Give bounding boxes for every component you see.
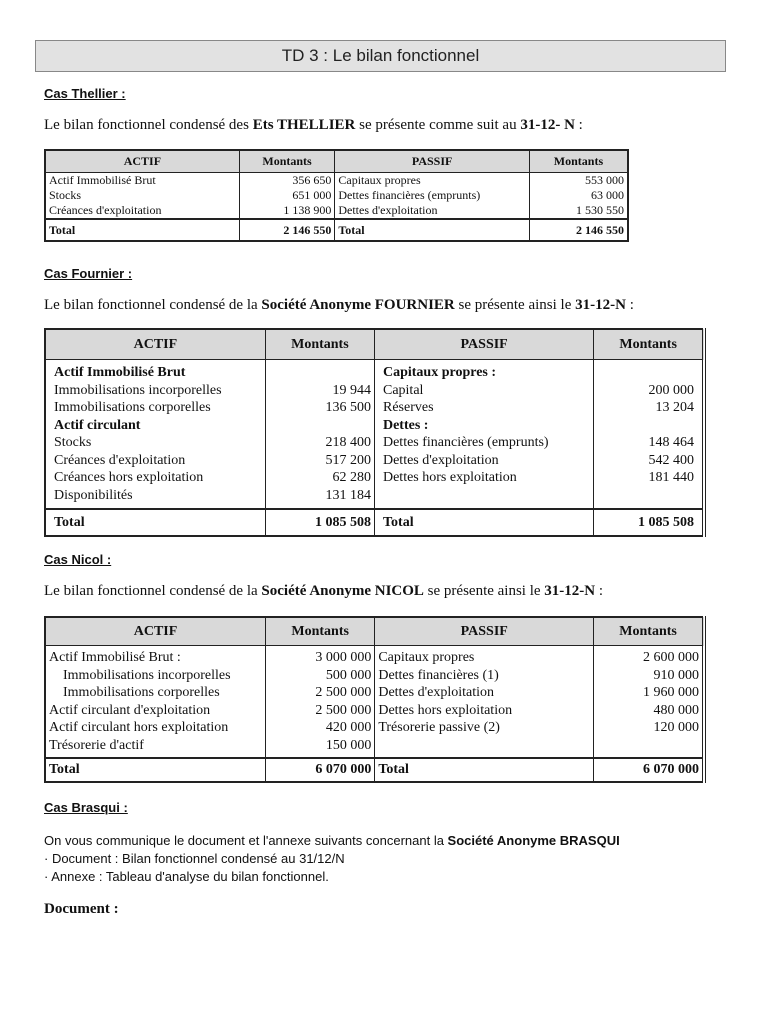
bullet-annexe: · Annexe : Tableau d'analyse du bilan fonctionnel. [44, 869, 329, 884]
line-label: Dettes hors exploitation [378, 702, 513, 718]
body-row [45, 173, 628, 220]
passif-values [594, 646, 704, 758]
intro-thellier [44, 117, 583, 134]
passif-values [594, 360, 704, 510]
line-value: 3 000 000 [315, 650, 372, 665]
header-montants: Montants [594, 617, 704, 646]
balance-date: 31-12-N [544, 583, 596, 599]
line-label: Dettes financières (emprunts) [338, 188, 481, 202]
line-label: Capitaux propres [338, 173, 421, 187]
line-value: 62 280 [332, 470, 371, 485]
header-passif: PASSIF [374, 329, 593, 360]
intro-brasqui [44, 833, 620, 848]
line-value: 1 960 000 [643, 685, 699, 701]
line-value [269, 364, 371, 382]
line-label: Actif circulant d'exploitation [49, 702, 211, 718]
line-value: 651 000 [292, 188, 332, 202]
passif-labels [375, 646, 594, 758]
total-label: Total [374, 509, 593, 536]
total-actif: 2 146 550 [239, 219, 335, 241]
line-value: 542 400 [648, 452, 694, 468]
passif-labels [374, 360, 593, 510]
total-label: Total [335, 219, 530, 241]
total-label: Total [45, 758, 266, 782]
header-passif: PASSIF [335, 150, 530, 173]
line-label: Trésorerie d'actif [49, 737, 144, 753]
line-label: Capital [382, 382, 424, 398]
intro-text: Le bilan fonctionnel condensé de la [44, 297, 262, 313]
line-label: Dettes hors exploitation [382, 470, 517, 485]
line-value: 200 000 [648, 382, 694, 398]
line-label: Dettes d'exploitation [338, 203, 438, 217]
line-label: Dettes d'exploitation [382, 452, 499, 468]
line-label: Dettes d'exploitation [378, 685, 494, 701]
header-actif: ACTIF [45, 617, 266, 646]
intro-text: On vous communique le document et l'annexe suivants concernant la [44, 833, 448, 848]
actif-values [265, 360, 374, 510]
line-value [269, 417, 371, 435]
line-value: 13 204 [655, 400, 694, 415]
actif-labels [45, 360, 265, 510]
intro-nicol [44, 583, 603, 600]
company-name: Société Anonyme BRASQUI [447, 833, 620, 848]
intro-fournier [44, 297, 634, 314]
line-label: Actif Immobilisé Brut : [49, 650, 181, 665]
line-value: 63 000 [591, 188, 624, 202]
total-passif: 1 085 508 [594, 509, 704, 536]
intro-text: Le bilan fonctionnel condensé des [44, 117, 253, 133]
line-label: Actif Immobilisé Brut [49, 173, 156, 187]
header-montants: Montants [594, 329, 704, 360]
total-label: Total [45, 219, 239, 241]
line-label: Capitaux propres [378, 650, 475, 665]
line-value [597, 417, 694, 435]
balance-date: 31-12- N [520, 117, 575, 133]
balance-date: 31-12-N [575, 297, 626, 313]
total-row [45, 509, 704, 536]
line-label: Immobilisations incorporelles [54, 382, 222, 398]
total-passif: 2 146 550 [529, 219, 628, 241]
line-label: Dettes financières (emprunts) [382, 435, 549, 450]
line-value: 500 000 [325, 667, 372, 683]
body-row [45, 646, 704, 758]
company-name: Société Anonyme FOURNIER [261, 297, 455, 313]
case-title-nicol: Cas Nicol : [44, 552, 112, 567]
actif-labels [45, 646, 266, 758]
header-actif: ACTIF [45, 150, 239, 173]
bilan-table-thellier [44, 149, 629, 242]
bullet-document: · Document : Bilan fonctionnel condensé au 31/12/N [44, 851, 345, 866]
header-passif: PASSIF [375, 617, 594, 646]
header-montants: Montants [529, 150, 628, 173]
line-value: 19 944 [332, 382, 371, 398]
line-label: Disponibilités [54, 487, 133, 503]
company-name: Ets THELLIER [252, 117, 356, 133]
line-label: Actif circulant hors exploitation [49, 720, 229, 736]
line-label: Immobilisations incorporelles [63, 667, 231, 683]
actif-values [266, 646, 375, 758]
company-name: Société Anonyme NICOL [261, 583, 424, 599]
intro-text: se présente comme suit au [355, 117, 521, 133]
case-title-brasqui: Cas Brasqui : [44, 800, 128, 815]
line-label: Dettes : [382, 417, 429, 433]
intro-text: se présente ainsi le [423, 583, 545, 599]
line-label: Immobilisations corporelles [63, 685, 220, 701]
intro-text: : [595, 583, 604, 599]
line-value: 1 530 550 [576, 203, 624, 217]
intro-text: Le bilan fonctionnel condensé de la [44, 583, 262, 599]
total-label: Total [375, 758, 594, 782]
line-value: 136 500 [325, 400, 371, 415]
line-label: Trésorerie passive (2) [378, 720, 500, 736]
case-title-fournier: Cas Fournier : [44, 266, 133, 281]
line-label: Actif Immobilisé Brut [54, 365, 186, 380]
total-actif: 1 085 508 [265, 509, 374, 536]
line-value: 356 650 [292, 173, 332, 187]
line-value: 553 000 [585, 173, 624, 187]
line-value: 148 464 [648, 435, 694, 450]
line-label: Créances hors exploitation [54, 470, 204, 485]
line-value: 131 184 [325, 487, 371, 503]
line-value [597, 364, 694, 382]
line-value: 2 600 000 [643, 650, 699, 665]
actif-values [239, 173, 335, 220]
body-row [45, 360, 704, 510]
line-label: Stocks [54, 435, 92, 450]
header-actif: ACTIF [45, 329, 265, 360]
line-value: 181 440 [648, 470, 694, 485]
page-title: TD 3 : Le bilan fonctionnel [35, 40, 726, 72]
case-title-thellier: Cas Thellier : [44, 86, 126, 101]
line-value: 517 200 [325, 452, 371, 468]
total-row [45, 219, 628, 241]
header-montants: Montants [239, 150, 335, 173]
line-label: Dettes financières (1) [378, 667, 499, 683]
intro-text: : [574, 117, 583, 133]
line-value: 420 000 [325, 720, 372, 736]
bilan-table-nicol [44, 616, 706, 783]
bilan-table-fournier [44, 328, 706, 537]
total-label: Total [45, 509, 265, 536]
line-label: Actif circulant [54, 417, 141, 433]
line-value: 2 500 000 [315, 685, 372, 701]
header-montants: Montants [265, 329, 374, 360]
line-value: 2 500 000 [315, 702, 372, 718]
passif-labels [335, 173, 530, 220]
line-value: 218 400 [325, 435, 371, 450]
actif-labels [45, 173, 239, 220]
line-label: Capitaux propres : [382, 365, 497, 380]
document-label: Document : [44, 901, 119, 917]
total-actif: 6 070 000 [266, 758, 375, 782]
line-label: Créances d'exploitation [49, 203, 162, 217]
intro-text: : [625, 297, 634, 313]
line-value: 1 138 900 [283, 203, 332, 217]
line-label: Créances d'exploitation [54, 452, 186, 468]
line-value: 480 000 [653, 702, 699, 718]
line-value: 120 000 [653, 720, 699, 736]
line-label: Immobilisations corporelles [54, 400, 211, 415]
total-passif: 6 070 000 [594, 758, 704, 782]
intro-text: se présente ainsi le [454, 297, 576, 313]
header-montants: Montants [266, 617, 375, 646]
line-label: Réserves [382, 400, 434, 415]
passif-values [529, 173, 628, 220]
line-label: Stocks [49, 188, 82, 202]
line-value: 150 000 [325, 737, 372, 753]
line-value: 910 000 [653, 667, 699, 683]
total-row [45, 758, 704, 782]
